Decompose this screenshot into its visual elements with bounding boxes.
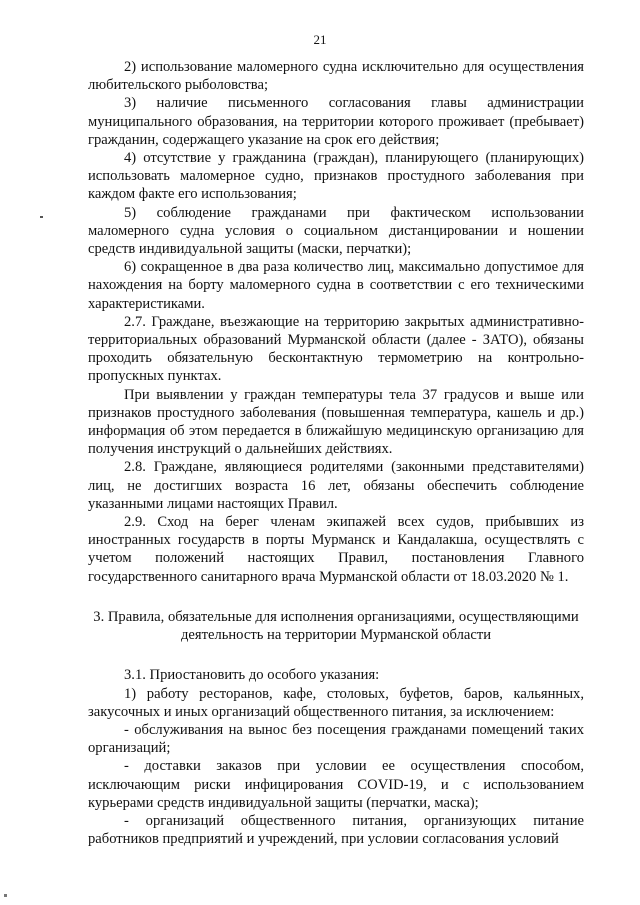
paragraph-item-6: 6) сокращенное в два раза количество лиц, максимально допустимое для нахождения на борту маломерного судна в соответствии с его техническими характеристиками. xyxy=(88,259,584,312)
paragraph-exception-delivery: - доставки заказов при условии ее осуществления способом, исключающим риски инфицирования COVID-19, и с использованием курьерами средств индивидуальной защиты (перчатки, маска); xyxy=(88,758,584,811)
section-title: 3. Правила, обязательные для исполнения организациями, осуществляющими деятельность на территории Мурманской области xyxy=(93,608,579,644)
spacer xyxy=(88,586,584,608)
paragraph-item-3: 3) наличие письменного согласования главы администрации муниципального образования, на территории которого проживает (пребывает) гражданин, содержащего указание на срок его действия; xyxy=(88,95,584,148)
paragraph-exception-catering: - организаций общественного питания, организующих питание работников предприятий и учреждений, при условии согласования условий xyxy=(88,812,584,848)
margin-mark xyxy=(40,216,43,218)
paragraph-2-8: 2.8. Граждане, являющиеся родителями (законными представителями) лиц, не достигших возраста 16 лет, обязаны обеспечить соблюдение указанными лицами настоящих Правил. xyxy=(88,459,584,512)
corner-mark xyxy=(4,894,7,897)
paragraph-2-7: 2.7. Граждане, въезжающие на территорию закрытых административно-территориальных образований Мурманской области (далее - ЗАТО), обязаны проходить обязательную бесконтактную термометрию на контрольно-пропускных пунктах. xyxy=(88,313,584,385)
paragraph-item-4: 4) отсутствие у гражданина (граждан), планирующего (планирующих) использовать маломерное судно, признаков простудного заболевания при каждом факте его использования; xyxy=(88,150,584,203)
paragraph-2-9: 2.9. Сход на берег членам экипажей всех судов, прибывших из иностранных государств в порты Мурманск и Кандалакша, осуществлять с учетом положений настоящих Правил, постановления Главного государственного санитарного врача Мурманской области от 18.03.2020 № 1. xyxy=(88,514,584,585)
paragraph-item-5: 5) соблюдение гражданами при фактическом использовании маломерного судна условия о социальном дистанцировании и ношении средств индивидуальной защиты (маски, перчатки); xyxy=(88,204,584,258)
document-body xyxy=(88,58,584,848)
paragraph-3-1: 3.1. Приостановить до особого указания: xyxy=(124,667,380,684)
paragraph-exception-takeaway: - обслуживания на вынос без посещения гражданами помещений таких организаций; xyxy=(88,721,584,757)
paragraph-temperature: При выявлении у граждан температуры тела 37 градусов и выше или признаков простудного заболевания (повышенная температура, кашель и др.) информация об этом передается в ближайшую медицинскую организацию для получения инструкций о дальнейших действиях. xyxy=(88,386,584,458)
spacer xyxy=(88,644,584,666)
paragraph-item-2: 2) использование маломерного судна исключительно для осуществления любительского рыболовства; xyxy=(88,59,584,94)
paragraph-3-1-item-1: 1) работу ресторанов, кафе, столовых, буфетов, баров, кальянных, закусочных и иных организаций общественного питания, за исключением: xyxy=(88,685,584,720)
page-number: 21 xyxy=(313,32,327,47)
